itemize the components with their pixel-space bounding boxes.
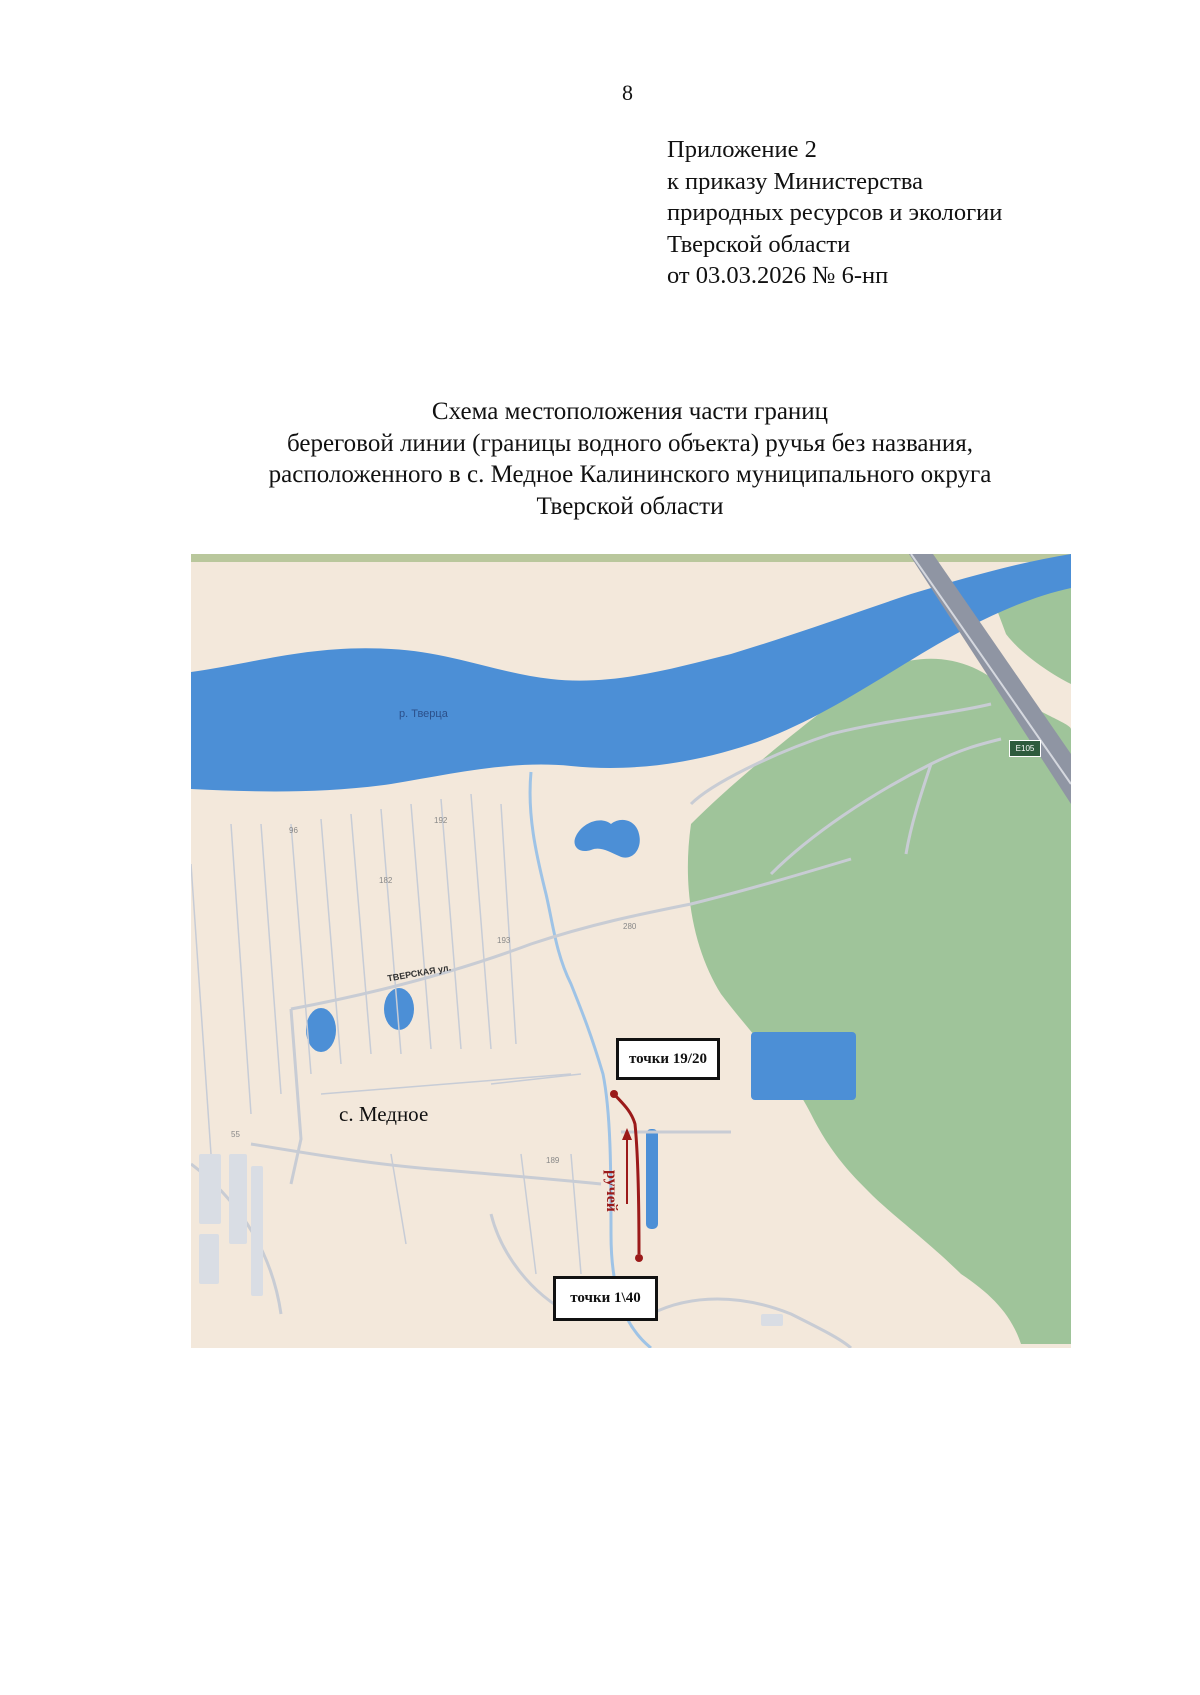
- title-line: Тверской области: [536, 492, 724, 520]
- river-label: р. Тверца: [399, 708, 448, 720]
- callout-points-1-40: точки 1\40: [553, 1276, 658, 1321]
- top-strip: [191, 554, 1071, 562]
- house-number: 189: [546, 1156, 560, 1165]
- appendix-block: [667, 134, 1147, 292]
- house-number: 280: [623, 922, 637, 931]
- appendix-line: от 03.03.2026 № 6-нп: [667, 262, 889, 289]
- village-label: с. Медное: [339, 1102, 429, 1126]
- house-number: 182: [379, 876, 393, 885]
- house-number: 192: [434, 816, 448, 825]
- pond: [646, 1129, 658, 1229]
- appendix-line: Тверской области: [667, 230, 851, 258]
- house-number: 96: [289, 826, 298, 835]
- stream-name-label: ручей: [603, 1169, 620, 1213]
- appendix-line: Приложение 2: [667, 136, 817, 163]
- street-label: ТВЕРСКАЯ ул.: [386, 962, 452, 984]
- page-number: 8: [622, 80, 633, 105]
- road-shield: E105: [1009, 740, 1041, 757]
- title-line: береговой линии (границы водного объекта) ручья без названия,: [286, 429, 974, 457]
- appendix-line: к приказу Министерства: [667, 167, 923, 195]
- title-line: Схема местоположения части границ: [431, 398, 829, 425]
- house-number: 193: [497, 936, 511, 945]
- house-number: 55: [231, 1130, 240, 1139]
- pond: [751, 1032, 856, 1100]
- pond: [306, 1008, 336, 1052]
- map-graphics: [191, 554, 1071, 1348]
- location-map: [191, 554, 1071, 1348]
- document-title: [150, 396, 1110, 522]
- callout-points-19-20: точки 19/20: [616, 1038, 720, 1080]
- title-line: расположенного в с. Медное Калининского муниципального округа: [268, 461, 992, 488]
- appendix-line: природных ресурсов и экологии: [667, 199, 1003, 226]
- point-1-40-marker: [635, 1254, 643, 1262]
- point-19-20-marker: [610, 1090, 618, 1098]
